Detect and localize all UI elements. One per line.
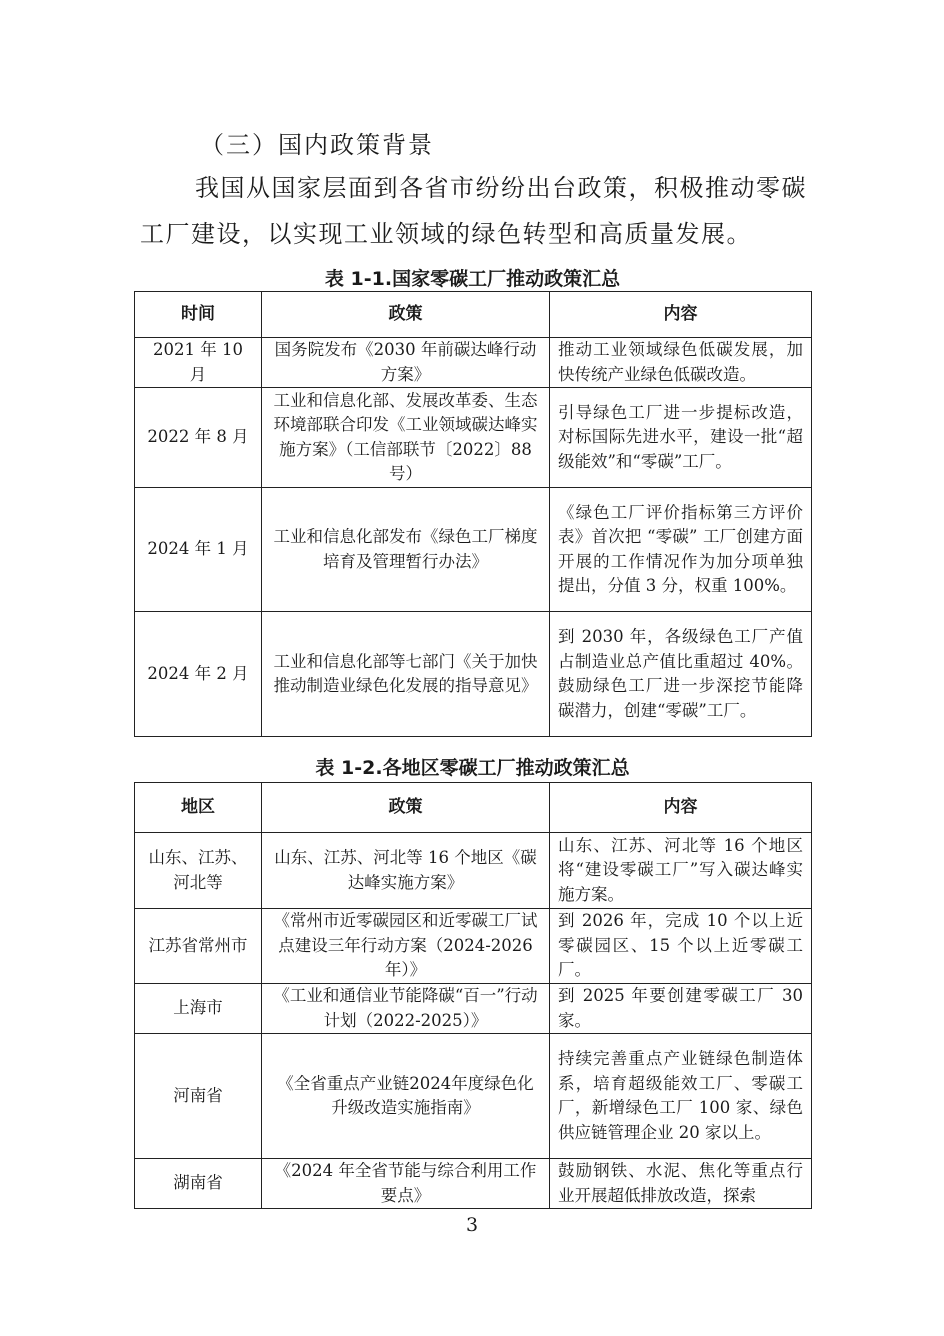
date-cell: 2021 年 10 月 [135, 338, 262, 388]
policy-cell: 山东、江苏、河北等 16 个地区《碳达峰实施方案》 [262, 833, 550, 909]
table-row [135, 909, 812, 984]
region-cell: 江苏省常州市 [135, 909, 262, 984]
intro-text: 我国从国家层面到各省市纷纷出台政策，积极推动零碳工厂建设，以实现工业领域的绿色转型和高质量发展。 [140, 174, 807, 248]
table-header-row [135, 783, 812, 833]
column-header: 时间 [135, 292, 262, 338]
table-row [135, 488, 812, 612]
content-cell: 鼓励钢铁、水泥、焦化等重点行业开展超低排放改造，探索 [550, 1159, 812, 1209]
table-row [135, 612, 812, 737]
policy-cell: 工业和信息化部发布《绿色工厂梯度培育及管理暂行办法》 [262, 488, 550, 612]
intro-paragraph [140, 165, 820, 257]
column-header: 地区 [135, 783, 262, 833]
column-header: 内容 [550, 783, 812, 833]
date-cell: 2024 年 2 月 [135, 612, 262, 737]
table-row [135, 388, 812, 488]
policy-cell: 《全省重点产业链2024年度绿色化升级改造实施指南》 [262, 1034, 550, 1159]
column-header: 政策 [262, 783, 550, 833]
policy-cell: 《工业和通信业节能降碳“百一”行动计划（2022-2025）》 [262, 984, 550, 1034]
content-cell: 到 2030 年，各级绿色工厂产值占制造业总产值比重超过 40%。鼓励绿色工厂进一步深挖节能降碳潜力，创建“零碳”工厂。 [550, 612, 812, 737]
table-row [135, 833, 812, 909]
policy-cell: 《常州市近零碳园区和近零碳工厂试点建设三年行动方案（2024-2026 年）》 [262, 909, 550, 984]
table-row [135, 984, 812, 1034]
content-cell: 山东、江苏、河北等 16 个地区将“建设零碳工厂”写入碳达峰实施方案。 [550, 833, 812, 909]
section-heading: （三）国内政策背景 [200, 131, 434, 159]
date-cell: 2024 年 1 月 [135, 488, 262, 612]
content-cell: 推动工业领域绿色低碳发展，加快传统产业绿色低碳改造。 [550, 338, 812, 388]
table-row [135, 1159, 812, 1209]
policy-cell: 工业和信息化部等七部门《关于加快推动制造业绿色化发展的指导意见》 [262, 612, 550, 737]
policy-cell: 国务院发布《2030 年前碳达峰行动方案》 [262, 338, 550, 388]
date-cell: 2022 年 8 月 [135, 388, 262, 488]
column-header: 内容 [550, 292, 812, 338]
table-row [135, 1034, 812, 1159]
table-row [135, 338, 812, 388]
region-cell: 河南省 [135, 1034, 262, 1159]
table1-caption: 表 1-1.国家零碳工厂推动政策汇总 [324, 268, 621, 290]
content-cell: 《绿色工厂评价指标第三方评价表》首次把 “零碳” 工厂创建方面开展的工作情况作为加分项单独提出，分值 3 分，权重 100%。 [550, 488, 812, 612]
region-cell: 山东、江苏、河北等 [135, 833, 262, 909]
policy-cell: 工业和信息化部、发展改革委、生态环境部联合印发《工业领域碳达峰实施方案》（工信部联节〔2022〕88 号） [262, 388, 550, 488]
table-header-row [135, 292, 812, 338]
content-cell: 到 2025 年要创建零碳工厂 30 家。 [550, 984, 812, 1034]
table2-caption: 表 1-2.各地区零碳工厂推动政策汇总 [315, 757, 630, 779]
national-policy-table [134, 291, 812, 737]
regional-policy-table [134, 782, 812, 1209]
page-number: 3 [465, 1214, 479, 1236]
content-cell: 持续完善重点产业链绿色制造体系，培育超级能效工厂、零碳工厂，新增绿色工厂 100 家、绿色供应链管理企业 20 家以上。 [550, 1034, 812, 1159]
content-cell: 引导绿色工厂进一步提标改造，对标国际先进水平，建设一批“超级能效”和“零碳”工厂。 [550, 388, 812, 488]
content-cell: 到 2026 年，完成 10 个以上近零碳园区、15 个以上近零碳工厂。 [550, 909, 812, 984]
column-header: 政策 [262, 292, 550, 338]
policy-cell: 《2024 年全省节能与综合利用工作要点》 [262, 1159, 550, 1209]
region-cell: 上海市 [135, 984, 262, 1034]
region-cell: 湖南省 [135, 1159, 262, 1209]
